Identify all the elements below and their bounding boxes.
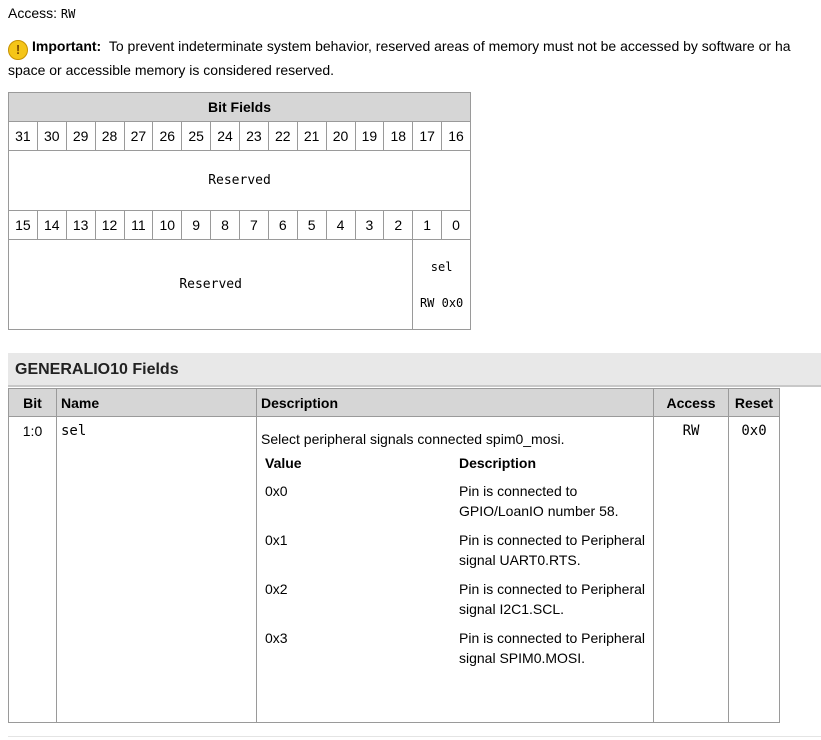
value-desc-col-header: Description [459,455,537,471]
bit-number: 28 [95,122,124,151]
value-code: 0x2 [265,581,288,597]
field-description [257,417,654,723]
field-bit: 1:0 [9,417,57,723]
upper-bits-row [9,122,471,151]
bit-number: 31 [9,122,38,151]
field-name: sel [57,417,257,723]
bit-number: 23 [240,122,269,151]
value-col-header: Value [265,455,302,471]
lower-reserved-field: Reserved [9,240,413,330]
bit-number: 12 [95,211,124,240]
fields-section-header [8,353,821,387]
bit-number: 8 [211,211,240,240]
field-description-text: Select peripheral signals connected spim0_mosi. [261,431,565,447]
bit-number: 27 [124,122,153,151]
bit-number: 25 [182,122,211,151]
value-description: Pin is connected to Peripheral signal I2C1.SCL. [459,581,645,617]
important-text-2: space or accessible memory is considered reserved. [8,62,335,78]
value-row [261,530,646,579]
sel-field-name: sel [430,259,453,274]
bit-number: 21 [297,122,326,151]
bit-number: 20 [326,122,355,151]
bit-number: 15 [9,211,38,240]
access-label: Access: [8,5,58,21]
col-header-access: Access [654,389,729,417]
bit-number: 19 [355,122,384,151]
bit-number: 14 [37,211,66,240]
col-header-reset: Reset [729,389,780,417]
bit-number: 7 [240,211,269,240]
important-label: Important: [32,38,102,54]
value-row [261,628,646,677]
lower-bits-row [9,211,471,240]
bit-number: 11 [124,211,153,240]
bit-number: 26 [153,122,182,151]
bit-fields-table [8,92,471,330]
bit-number: 22 [268,122,297,151]
value-code: 0x0 [265,483,288,499]
col-header-name: Name [57,389,257,417]
bit-number: 6 [268,211,297,240]
important-note [8,36,821,80]
sel-field-access-reset: RW 0x0 [419,295,464,310]
bit-number: 18 [384,122,413,151]
value-code: 0x1 [265,532,288,548]
bit-number: 16 [442,122,471,151]
fields-header-row [9,389,780,417]
bit-number: 17 [413,122,442,151]
upper-reserved-field: Reserved [9,151,471,211]
col-header-description: Description [257,389,654,417]
value-row [261,481,646,530]
access-line [8,5,75,21]
value-row [261,579,646,628]
table-row [9,417,780,723]
access-value: RW [60,7,76,21]
bit-fields-title: Bit Fields [9,93,471,122]
bit-number: 4 [326,211,355,240]
sel-field [413,240,471,330]
fields-section-title: GENERALIO10 Fields [15,361,179,378]
bit-number: 0 [442,211,471,240]
important-text: To prevent indeterminate system behavior, reserved areas of memory must not be accessed by software or ha [108,38,791,54]
bit-number: 3 [355,211,384,240]
bit-number: 5 [297,211,326,240]
value-table [261,453,646,677]
fields-table [8,388,780,723]
value-description: Pin is connected to Peripheral signal SPIM0.MOSI. [459,630,645,666]
bit-number: 29 [66,122,95,151]
value-description: Pin is connected to GPIO/LoanIO number 58. [459,483,619,519]
bit-number: 2 [384,211,413,240]
warning-icon: ! [8,40,28,60]
field-access: RW [654,417,729,723]
col-header-bit: Bit [9,389,57,417]
value-description: Pin is connected to Peripheral signal UART0.RTS. [459,532,645,568]
bit-number: 10 [153,211,182,240]
value-code: 0x3 [265,630,288,646]
bit-number: 13 [66,211,95,240]
divider [8,736,821,737]
bit-number: 9 [182,211,211,240]
bit-number: 1 [413,211,442,240]
bit-number: 30 [37,122,66,151]
bit-number: 24 [211,122,240,151]
field-reset: 0x0 [729,417,780,723]
